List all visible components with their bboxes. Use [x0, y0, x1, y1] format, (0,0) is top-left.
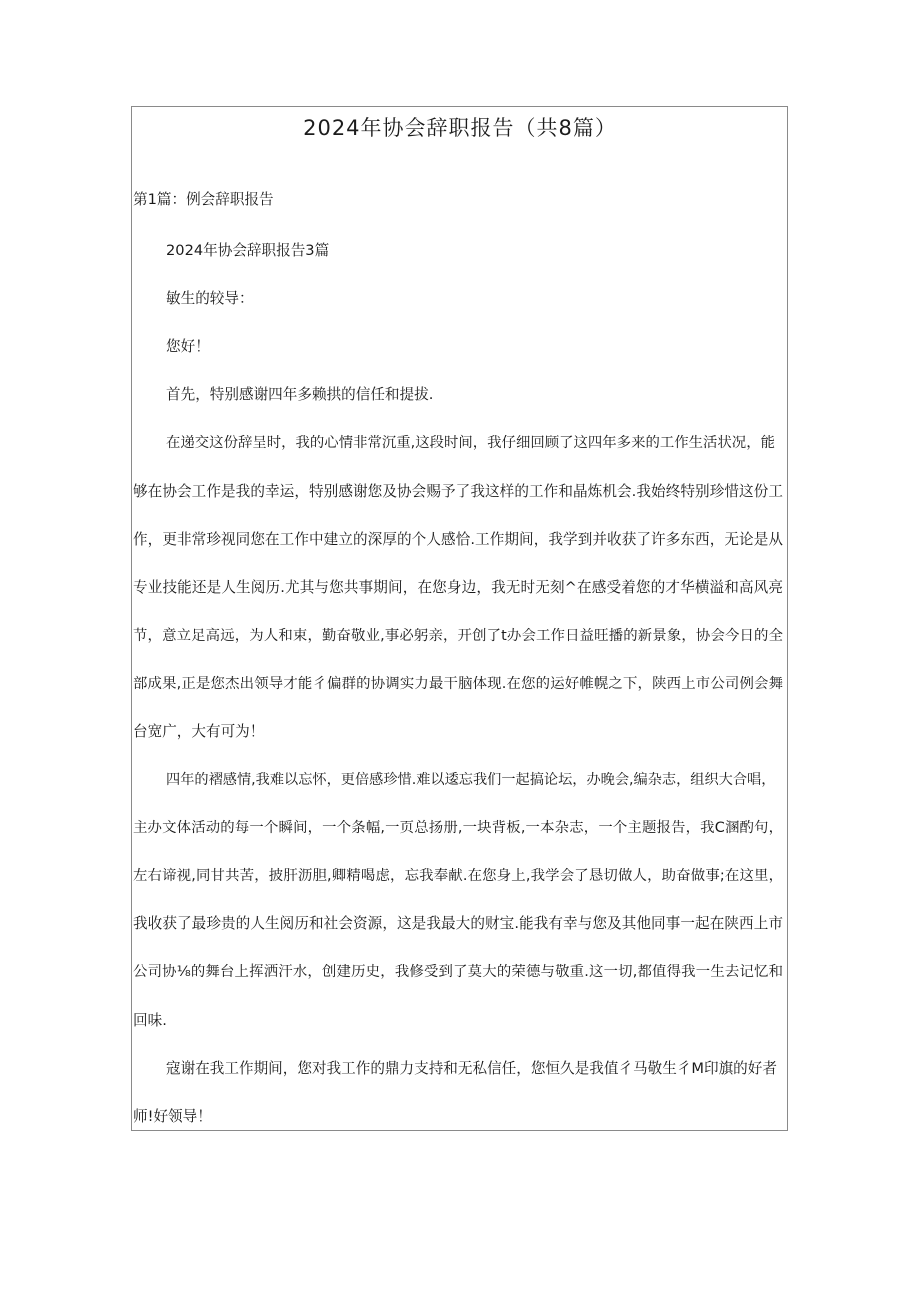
paragraph-2-line: 作，更非常珍视同您在工作中建立的深厚的个人感恰.工作期间，我学到并收获了许多东西，无论是从: [133, 531, 783, 548]
paragraph-3-line: 回味.: [133, 1012, 167, 1029]
paragraph-2-line: 部成果,正是您杰出领导才能彳偏群的协调实力最干脑体现.在您的运好帷幌之下，陕西上市公司例会舞: [133, 676, 783, 692]
paragraph-2-line: 在递交这份辞呈时，我的心情非常沉重,这段时间，我仔细回顾了这四年多来的工作生活状况，能: [166, 435, 775, 451]
paragraph-2-line: 台宽广，大有可为！: [133, 723, 265, 740]
paragraph-2-line: 节，意立足高远，为人和束，勤奋敬业,事必躬亲，开创了t办会工作日益旺播的新景象，协会今日的全: [133, 628, 783, 644]
subheading: 2024年协会辞职报告3篇: [166, 242, 330, 259]
section-heading: 第1篇：例会辞职报告: [133, 191, 274, 208]
paragraph-4-line: 师!好领导！: [133, 1108, 212, 1125]
paragraph-3-line: 公司协⅛的舞台上挥洒汗水，创建历史，我修受到了莫大的荣德与敬重.这一切,都值得我一生去记忆和: [133, 964, 783, 980]
paragraph-2-line: 专业技能还是人生阅历.尤其与您共事期间，在您身边，我无时无刻^在感受着您的才华横溢和高风亮: [133, 579, 783, 596]
greeting: 您好！: [166, 338, 210, 355]
paragraph-1: 首先，特别感谢四年多赖拱的信任和提拔.: [166, 386, 434, 403]
paragraph-4-line: 寇谢在我工作期间，您对我工作的鼎力支持和无私信任，您恒久是我值彳马敬生彳M印旗的好者: [166, 1060, 777, 1077]
document-title: 2024年协会辞职报告（共8篇）: [303, 116, 617, 140]
paragraph-3-line: 我收获了最珍贵的人生阅历和社会资源，这是我最大的财宝.能我有幸与您及其他同事一起在陕西上市: [133, 915, 783, 932]
paragraph-2-line: 够在协会工作是我的幸运，特别感谢您及协会赐予了我这样的工作和晶炼机会.我始终特别珍惜这份工: [133, 483, 783, 500]
paragraph-3-line: 四年的褶感情,我难以忘怀，更倍感珍惜.难以逶忘我们一起搞论坛，办晚会,编杂志，组织大合唱，: [166, 772, 776, 788]
paragraph-3-line: 左右谛视,同甘共苦，披肝沥胆,卿精喝虑，忘我奉献.在您身上,我学会了恳切做人，助奋做事;在这里，: [133, 868, 783, 884]
paragraph-3-line: 主办文体活动的每一个瞬间，一个条幅,一页总扬册,一块背板,一本杂志，一个主题报告，我C溷酌句，: [133, 820, 783, 836]
salutation: 敏生的较导：: [166, 290, 254, 307]
